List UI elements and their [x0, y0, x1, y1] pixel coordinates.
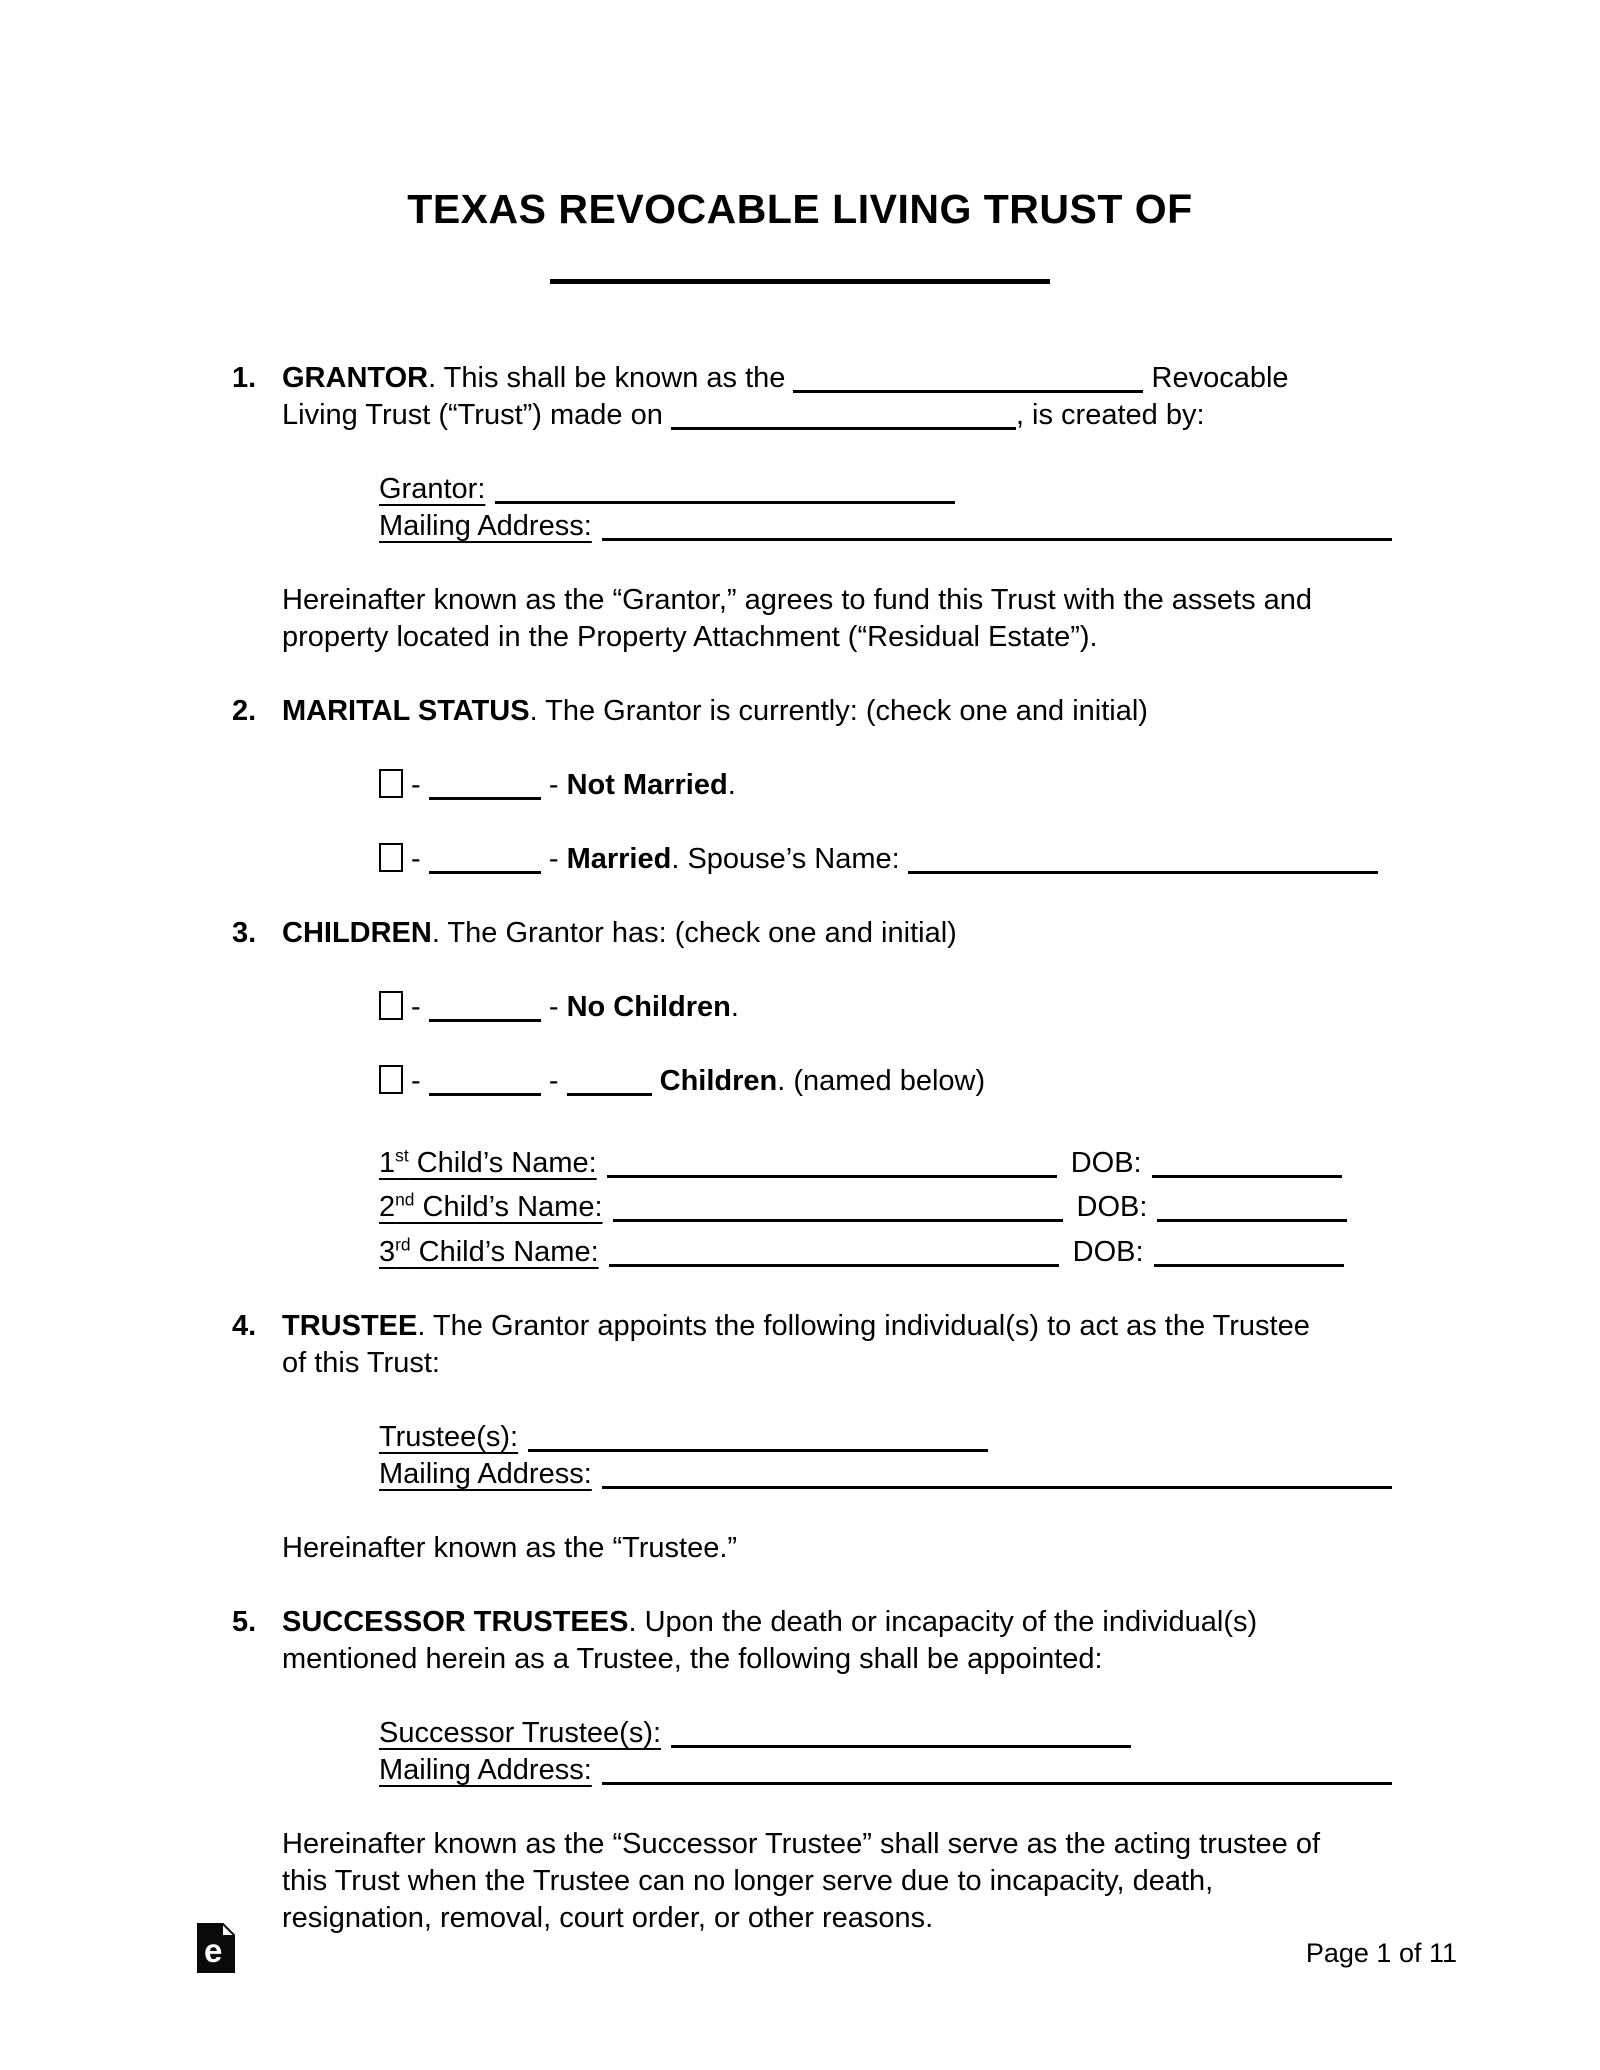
trustee-name-blank[interactable] [528, 1420, 988, 1452]
section-grantor [232, 360, 1400, 656]
child-name-label: 2nd Child’s Name: [379, 1189, 603, 1224]
page-number: Page 1 of 11 [1305, 1938, 1457, 1968]
section-marital-status [232, 693, 1400, 878]
child-dob-blank[interactable] [1152, 1146, 1342, 1178]
child-row [379, 1226, 1400, 1271]
page-title: TEXAS REVOCABLE LIVING TRUST OF [407, 186, 1193, 232]
section-text: . Upon the death or incapacity of the individual(s) [628, 1605, 1258, 1638]
section-number: 5. [232, 1605, 257, 1638]
successor-mailing-address-blank[interactable] [602, 1753, 1392, 1785]
dob-label: DOB: [1076, 1191, 1148, 1224]
child-dob-blank[interactable] [1157, 1190, 1347, 1222]
trustee-note [282, 1530, 1400, 1567]
trust-date-blank[interactable] [671, 398, 1016, 430]
section-heading: CHILDREN [282, 917, 432, 949]
note-text: this Trust when the Trustee can no longer serve due to incapacity, death, [282, 1864, 1214, 1897]
grantor-field-label: Grantor: [379, 473, 486, 505]
successor-trustee-field-label: Successor Trustee(s): [379, 1716, 662, 1749]
child-name-blank[interactable] [613, 1190, 1063, 1222]
option-text: . [727, 769, 736, 801]
option-no-children [282, 989, 1400, 1026]
dash-separator: - [403, 843, 429, 875]
child-name-label: 3rd Child’s Name: [379, 1234, 599, 1268]
trustee-mailing-address-blank[interactable] [602, 1457, 1392, 1489]
option-text: . Spouse’s Name: [671, 843, 908, 875]
section-children [232, 915, 1400, 1271]
successor-trustee-name-blank[interactable] [671, 1716, 1131, 1748]
note-text: Hereinafter known as the “Successor Trustee” shall serve as the acting trustee of [282, 1827, 1321, 1860]
section-text: , is created by: [1015, 399, 1205, 431]
section-number: 3. [232, 917, 257, 949]
grantor-fields [282, 471, 1400, 545]
folded-corner-icon [222, 1923, 235, 1936]
mailing-address-label: Mailing Address: [379, 510, 592, 542]
mailing-address-label: Mailing Address: [379, 1753, 592, 1786]
section-heading: GRANTOR [282, 362, 429, 394]
initials-blank[interactable] [429, 842, 541, 874]
note-text: Hereinafter known as the “Grantor,” agrees to fund this Trust with the assets and [282, 584, 1313, 616]
section-text: . This shall be known as the [428, 362, 794, 394]
child-row [379, 1137, 1400, 1182]
child-name-blank[interactable] [609, 1235, 1059, 1267]
initials-blank[interactable] [429, 768, 541, 800]
checkbox-children[interactable] [379, 1065, 403, 1094]
trust-name-blank[interactable] [793, 361, 1143, 393]
successor-trustee-fields [282, 1715, 1400, 1789]
grantor-note [282, 582, 1400, 656]
checkbox-not-married[interactable] [379, 769, 403, 798]
dob-label: DOB: [1070, 1146, 1142, 1179]
trustee-fields [282, 1419, 1400, 1493]
option-label: Not Married [566, 769, 728, 801]
child-dob-blank[interactable] [1154, 1235, 1344, 1267]
svg-text:e: e [204, 1932, 223, 1969]
section-text: . The Grantor is currently: (check one and initial) [529, 695, 1148, 727]
section-trustee [232, 1308, 1400, 1567]
mailing-address-label: Mailing Address: [379, 1457, 592, 1490]
section-text: Revocable [1143, 362, 1289, 394]
trustee-field-label: Trustee(s): [379, 1420, 519, 1453]
section-heading: SUCCESSOR TRUSTEES [282, 1605, 629, 1638]
option-label: No Children [566, 991, 731, 1023]
dash-separator: - [403, 1065, 429, 1097]
eforms-logo [197, 1923, 235, 1981]
children-count-blank[interactable] [567, 1064, 652, 1096]
dash-separator: - [403, 769, 429, 801]
note-text: Hereinafter known as the “Trustee.” [282, 1531, 738, 1564]
option-label: Children [651, 1065, 778, 1097]
children-name-rows [282, 1137, 1400, 1271]
option-text: . [730, 991, 739, 1023]
initials-blank[interactable] [429, 1064, 541, 1096]
child-row [379, 1182, 1400, 1227]
grantor-mailing-address-blank[interactable] [602, 509, 1392, 541]
dash-separator: - [540, 991, 567, 1023]
section-successor-trustees [232, 1604, 1400, 1937]
section-text: of this Trust: [282, 1346, 440, 1379]
section-number: 2. [232, 695, 257, 727]
section-heading: MARITAL STATUS [282, 695, 530, 727]
document-body [0, 284, 1600, 1937]
option-label: Married [566, 843, 672, 875]
section-text: Living Trust (“Trust”) made on [282, 399, 671, 431]
dash-separator: - [540, 1065, 567, 1097]
section-text: mentioned herein as a Trustee, the following shall be appointed: [282, 1642, 1103, 1675]
grantor-name-blank[interactable] [495, 472, 955, 504]
note-text: property located in the Property Attachment (“Residual Estate”). [282, 621, 1098, 653]
note-text: resignation, removal, court order, or other reasons. [282, 1901, 934, 1934]
spouse-name-blank[interactable] [908, 842, 1378, 874]
dob-label: DOB: [1072, 1235, 1144, 1268]
checkbox-married[interactable] [379, 843, 403, 872]
checkbox-no-children[interactable] [379, 991, 403, 1020]
section-number: 4. [232, 1309, 257, 1342]
child-name-label: 1st Child’s Name: [379, 1145, 597, 1179]
successor-trustee-note [282, 1826, 1400, 1937]
option-children [282, 1063, 1400, 1100]
section-heading: TRUSTEE [282, 1309, 418, 1342]
section-text: . The Grantor has: (check one and initial) [431, 917, 957, 949]
initials-blank[interactable] [429, 990, 541, 1022]
option-not-married [282, 767, 1400, 804]
section-text: . The Grantor appoints the following individual(s) to act as the Trustee [417, 1309, 1310, 1342]
option-married [282, 841, 1400, 878]
dash-separator: - [403, 991, 429, 1023]
option-text: . (named below) [777, 1065, 986, 1097]
child-name-blank[interactable] [607, 1146, 1057, 1178]
dash-separator: - [540, 769, 567, 801]
dash-separator: - [540, 843, 567, 875]
section-number: 1. [232, 362, 257, 394]
